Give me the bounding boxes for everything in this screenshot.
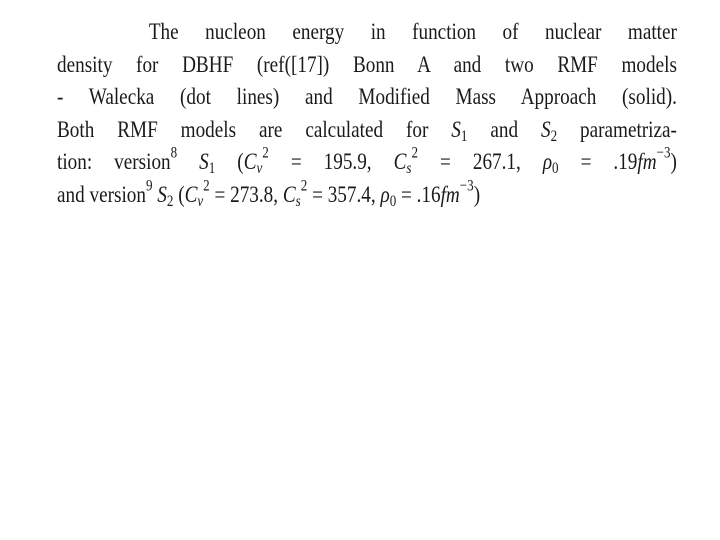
footnote-ref-9: 9 xyxy=(145,177,153,195)
caption-line-4: Both RMF models are calculated for $S_1$ and $S_2$ parametriza- xyxy=(57,116,677,145)
footnote-ref-8: 8 xyxy=(170,144,178,162)
figure-caption xyxy=(57,16,677,212)
caption-line-6: and version$^9$ $S_2$ ($C_v^2 = 273.8$, $C_s^2 = 357.4$, $\rho_0 = .16fm^{-3}$) xyxy=(57,177,481,210)
caption-line-5: tion: version$^8$ $S_1$ ($C_v^2 = 195.9$, $C_s^2 = 267.1$, $\rho_0 = .19fm^{-3}$) xyxy=(57,144,677,178)
caption-line-2: density for DBHF (ref([17]) Bonn A and two RMF models xyxy=(57,51,677,78)
caption-line-1: The nucleon energy in function of nuclear matter xyxy=(148,19,677,45)
caption-line-3: - Walecka (dot lines) and Modified Mass Approach (solid). xyxy=(57,84,677,111)
